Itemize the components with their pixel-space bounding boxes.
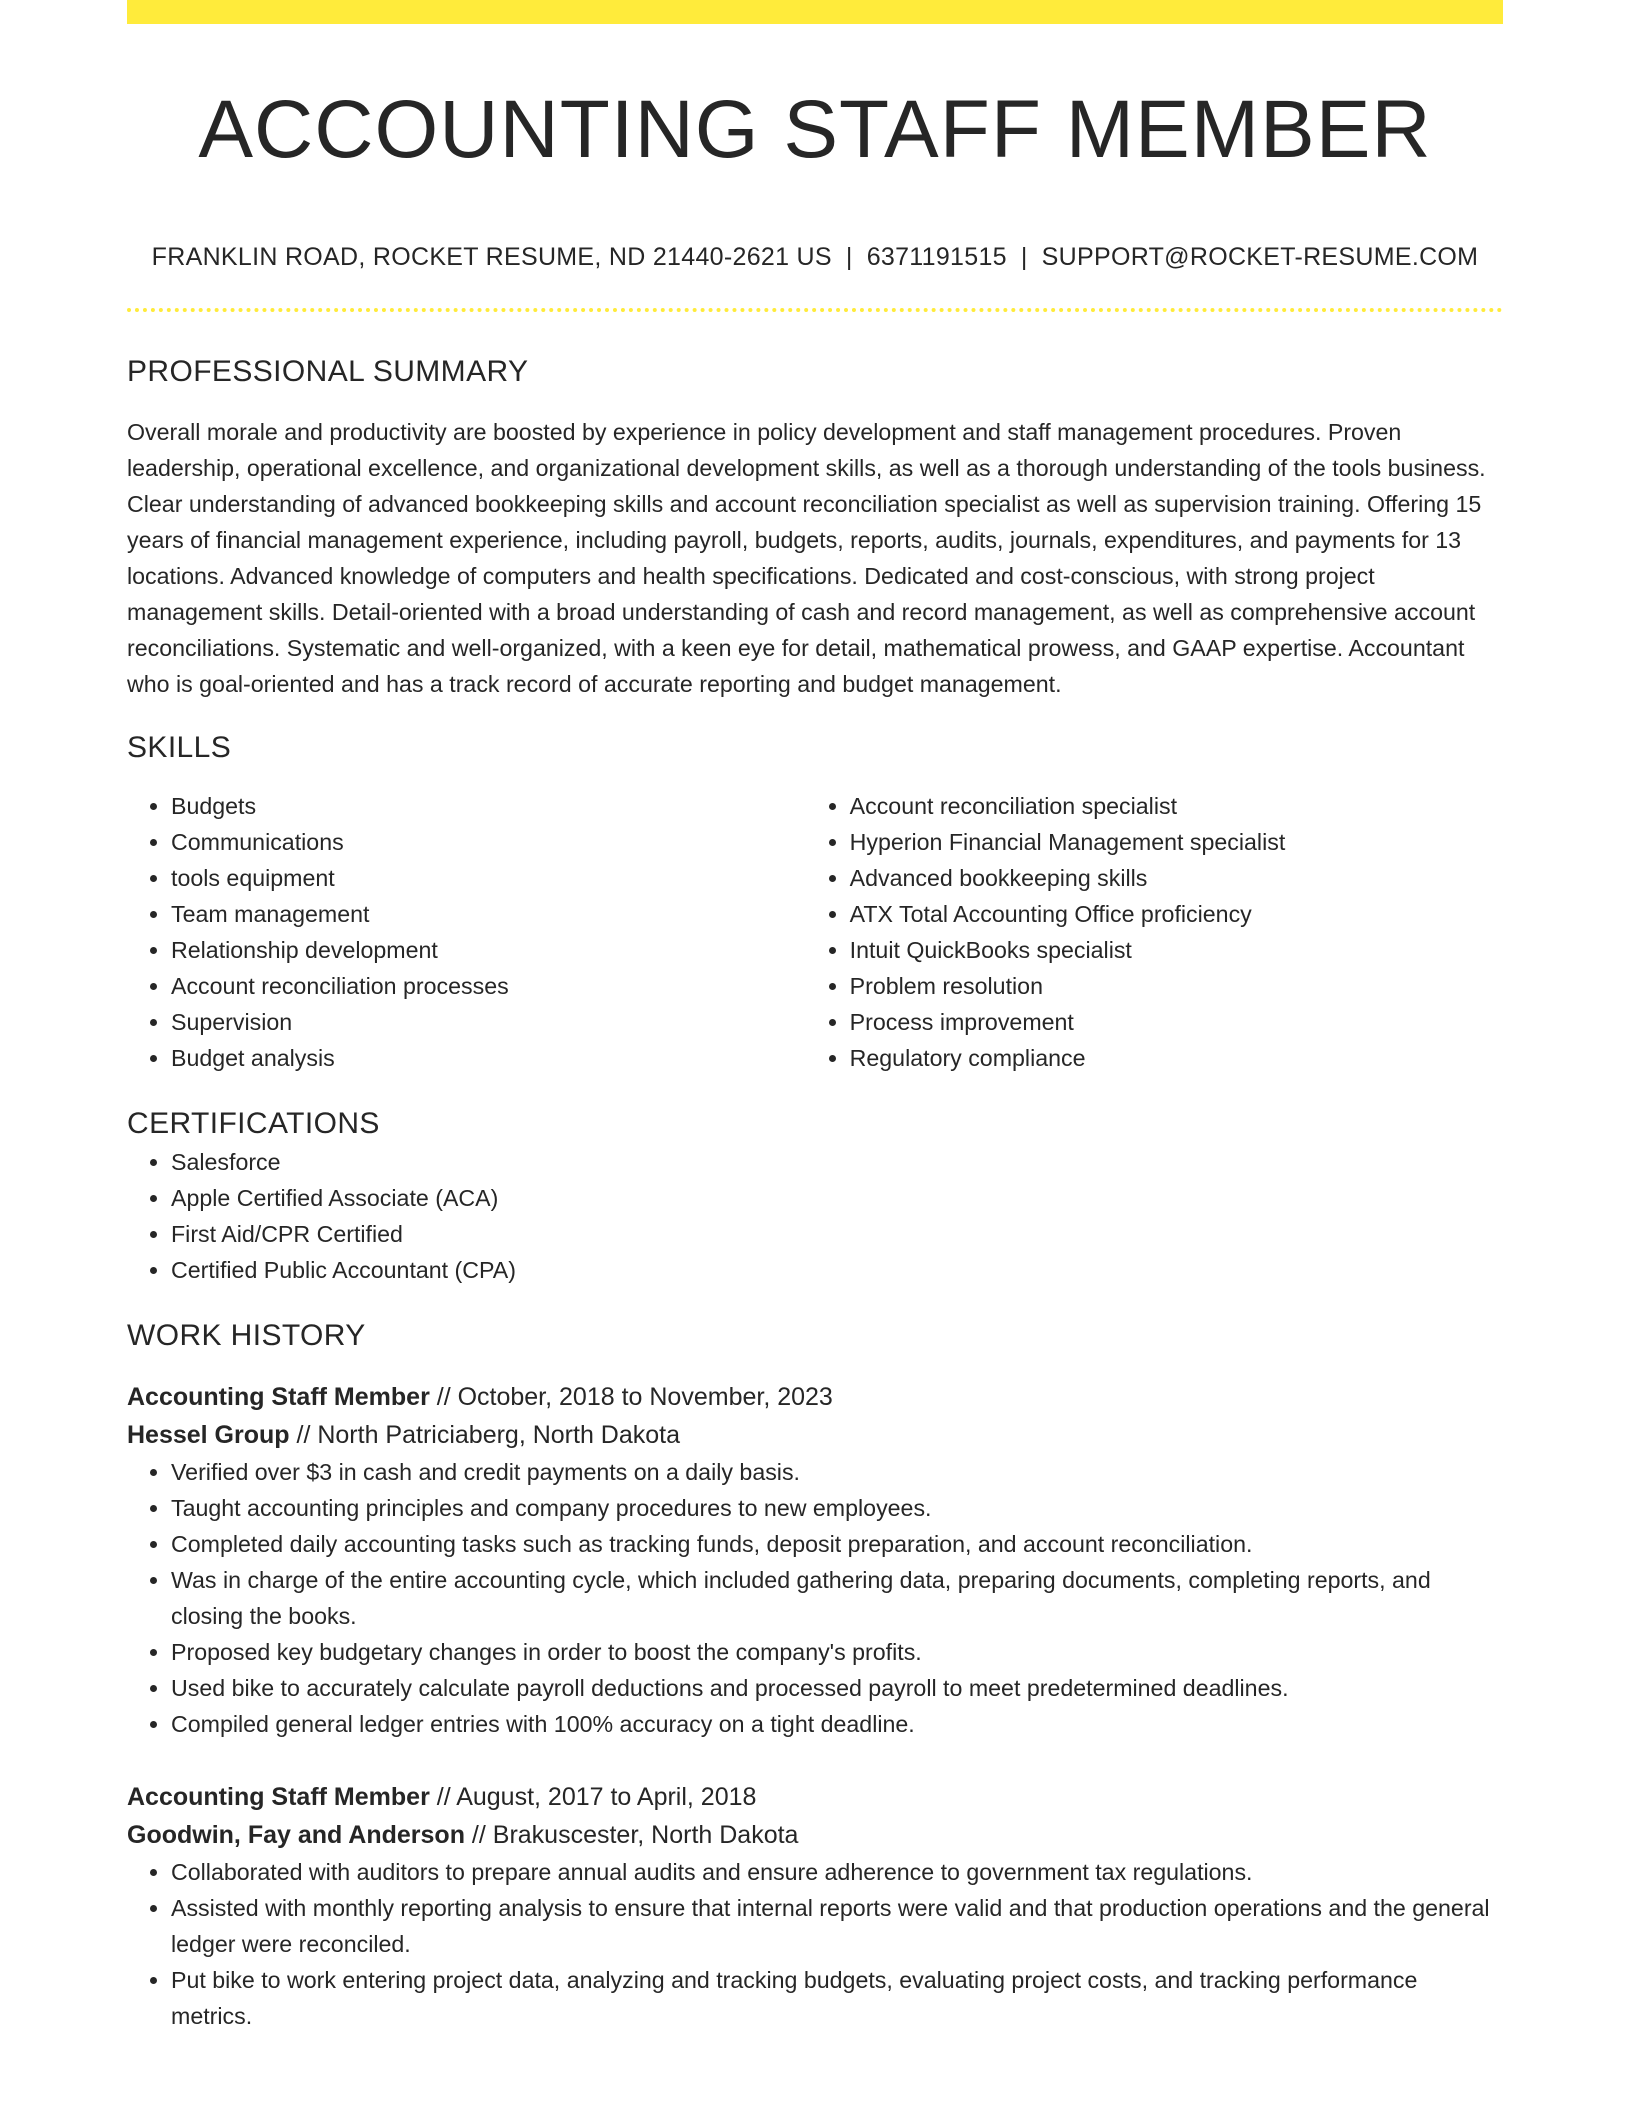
job-entry bbox=[127, 1378, 1503, 1742]
resume-content bbox=[127, 0, 1503, 2034]
contact-phone: 6371191515 bbox=[866, 243, 1007, 271]
job-bullet: • Verified over $3 in cash and credit payments on a daily basis. bbox=[171, 1454, 1503, 1490]
skill-item: • Account reconciliation processes bbox=[171, 968, 806, 1004]
skill-item: • Regulatory compliance bbox=[850, 1040, 1503, 1076]
job-bullet: • Assisted with monthly reporting analysis to ensure that internal reports were valid and that production operations and the general ledger were reconciled. bbox=[171, 1890, 1503, 1962]
job-title: Accounting Staff Member bbox=[127, 1783, 430, 1811]
skill-item: • Account reconciliation specialist bbox=[850, 788, 1503, 824]
skill-item: • Team management bbox=[171, 896, 806, 932]
job-title-line bbox=[127, 1378, 1503, 1416]
skill-item: • Budgets bbox=[171, 788, 806, 824]
skill-item: • Advanced bookkeeping skills bbox=[850, 860, 1503, 896]
skill-item: • ATX Total Accounting Office proficiency bbox=[850, 896, 1503, 932]
skill-item: • Relationship development bbox=[171, 932, 806, 968]
job-bullet: • Was in charge of the entire accounting cycle, which included gathering data, preparing documents, completing reports, and closing the books. bbox=[171, 1562, 1503, 1634]
job-company: Goodwin, Fay and Anderson bbox=[127, 1821, 465, 1849]
job-bullet: • Collaborated with auditors to prepare annual audits and ensure adherence to government tax regulations. bbox=[171, 1854, 1503, 1890]
page-title: ACCOUNTING STAFF MEMBER bbox=[198, 84, 1432, 175]
job-location: // North Patriciaberg, North Dakota bbox=[289, 1421, 681, 1449]
skill-item: • Intuit QuickBooks specialist bbox=[850, 932, 1503, 968]
header-divider bbox=[127, 308, 1503, 312]
skills-heading: SKILLS bbox=[127, 731, 232, 764]
job-dates: // October, 2018 to November, 2023 bbox=[429, 1383, 833, 1411]
skill-item: • Supervision bbox=[171, 1004, 806, 1040]
skills-columns bbox=[127, 788, 1503, 1076]
certifications-list bbox=[127, 1144, 1503, 1288]
contact-email[interactable]: SUPPORT@ROCKET-RESUME.COM bbox=[1041, 243, 1479, 271]
certification-item: • First Aid/CPR Certified bbox=[171, 1216, 1503, 1252]
contact-separator: | bbox=[1020, 243, 1028, 271]
summary-heading: PROFESSIONAL SUMMARY bbox=[127, 355, 529, 388]
job-bullet: • Used bike to accurately calculate payroll deductions and processed payroll to meet predetermined deadlines. bbox=[171, 1670, 1503, 1706]
skill-item: • Problem resolution bbox=[850, 968, 1503, 1004]
job-bullet: • Compiled general ledger entries with 100% accuracy on a tight deadline. bbox=[171, 1706, 1503, 1742]
job-bullet: • Proposed key budgetary changes in order to boost the company's profits. bbox=[171, 1634, 1503, 1670]
job-title-line bbox=[127, 1778, 1503, 1816]
job-bullet: • Put bike to work entering project data, analyzing and tracking budgets, evaluating project costs, and tracking performance metrics. bbox=[171, 1962, 1503, 2034]
skill-item: • tools equipment bbox=[171, 860, 806, 896]
contact-address: FRANKLIN ROAD, ROCKET RESUME, ND 21440-2621 US bbox=[151, 243, 832, 271]
skill-item: • Process improvement bbox=[850, 1004, 1503, 1040]
skills-right-list bbox=[806, 788, 1503, 1076]
certification-item: • Apple Certified Associate (ACA) bbox=[171, 1180, 1503, 1216]
contact-separator: | bbox=[845, 243, 853, 271]
certifications-heading: CERTIFICATIONS bbox=[127, 1107, 380, 1140]
contact-line bbox=[127, 240, 1503, 274]
job-bullet: • Completed daily accounting tasks such as tracking funds, deposit preparation, and account reconciliation. bbox=[171, 1526, 1503, 1562]
skills-left-list bbox=[127, 788, 806, 1076]
job-dates: // August, 2017 to April, 2018 bbox=[429, 1783, 757, 1811]
certification-item: • Certified Public Accountant (CPA) bbox=[171, 1252, 1503, 1288]
job-bullet-list bbox=[127, 1454, 1503, 1742]
job-bullet: • Taught accounting principles and company procedures to new employees. bbox=[171, 1490, 1503, 1526]
certification-item: • Salesforce bbox=[171, 1144, 1503, 1180]
job-location: // Brakuscester, North Dakota bbox=[464, 1821, 799, 1849]
job-title: Accounting Staff Member bbox=[127, 1383, 430, 1411]
skill-item: • Hyperion Financial Management specialist bbox=[850, 824, 1503, 860]
skill-item: • Communications bbox=[171, 824, 806, 860]
job-entry bbox=[127, 1778, 1503, 2034]
summary-text: Overall morale and productivity are boosted by experience in policy development and staff management procedures. Proven leadership, operational excellence, and organizational development skills, as well as a thorough understanding of the tools business. Clear understanding of advanced bookkeeping skills and account reconciliation specialist as well as supervision training. Offering 15 years of financial management experience, including payroll, budgets, reports, audits, journals, expenditures, and payments for 13 locations. Advanced knowledge of computers and health specifications. Dedicated and cost-conscious, with strong project management skills. Detail-oriented with a broad understanding of cash and record management, as well as comprehensive account reconciliations. Systematic and well-organized, with a keen eye for detail, mathematical prowess, and GAAP expertise. Accountant who is goal-oriented and has a track record of accurate reporting and budget management. bbox=[127, 419, 1486, 697]
work-history-heading: WORK HISTORY bbox=[127, 1319, 366, 1352]
job-bullet-list bbox=[127, 1854, 1503, 2034]
job-company-line bbox=[127, 1816, 1503, 1854]
skill-item: • Budget analysis bbox=[171, 1040, 806, 1076]
job-company: Hessel Group bbox=[127, 1421, 290, 1449]
job-company-line bbox=[127, 1416, 1503, 1454]
